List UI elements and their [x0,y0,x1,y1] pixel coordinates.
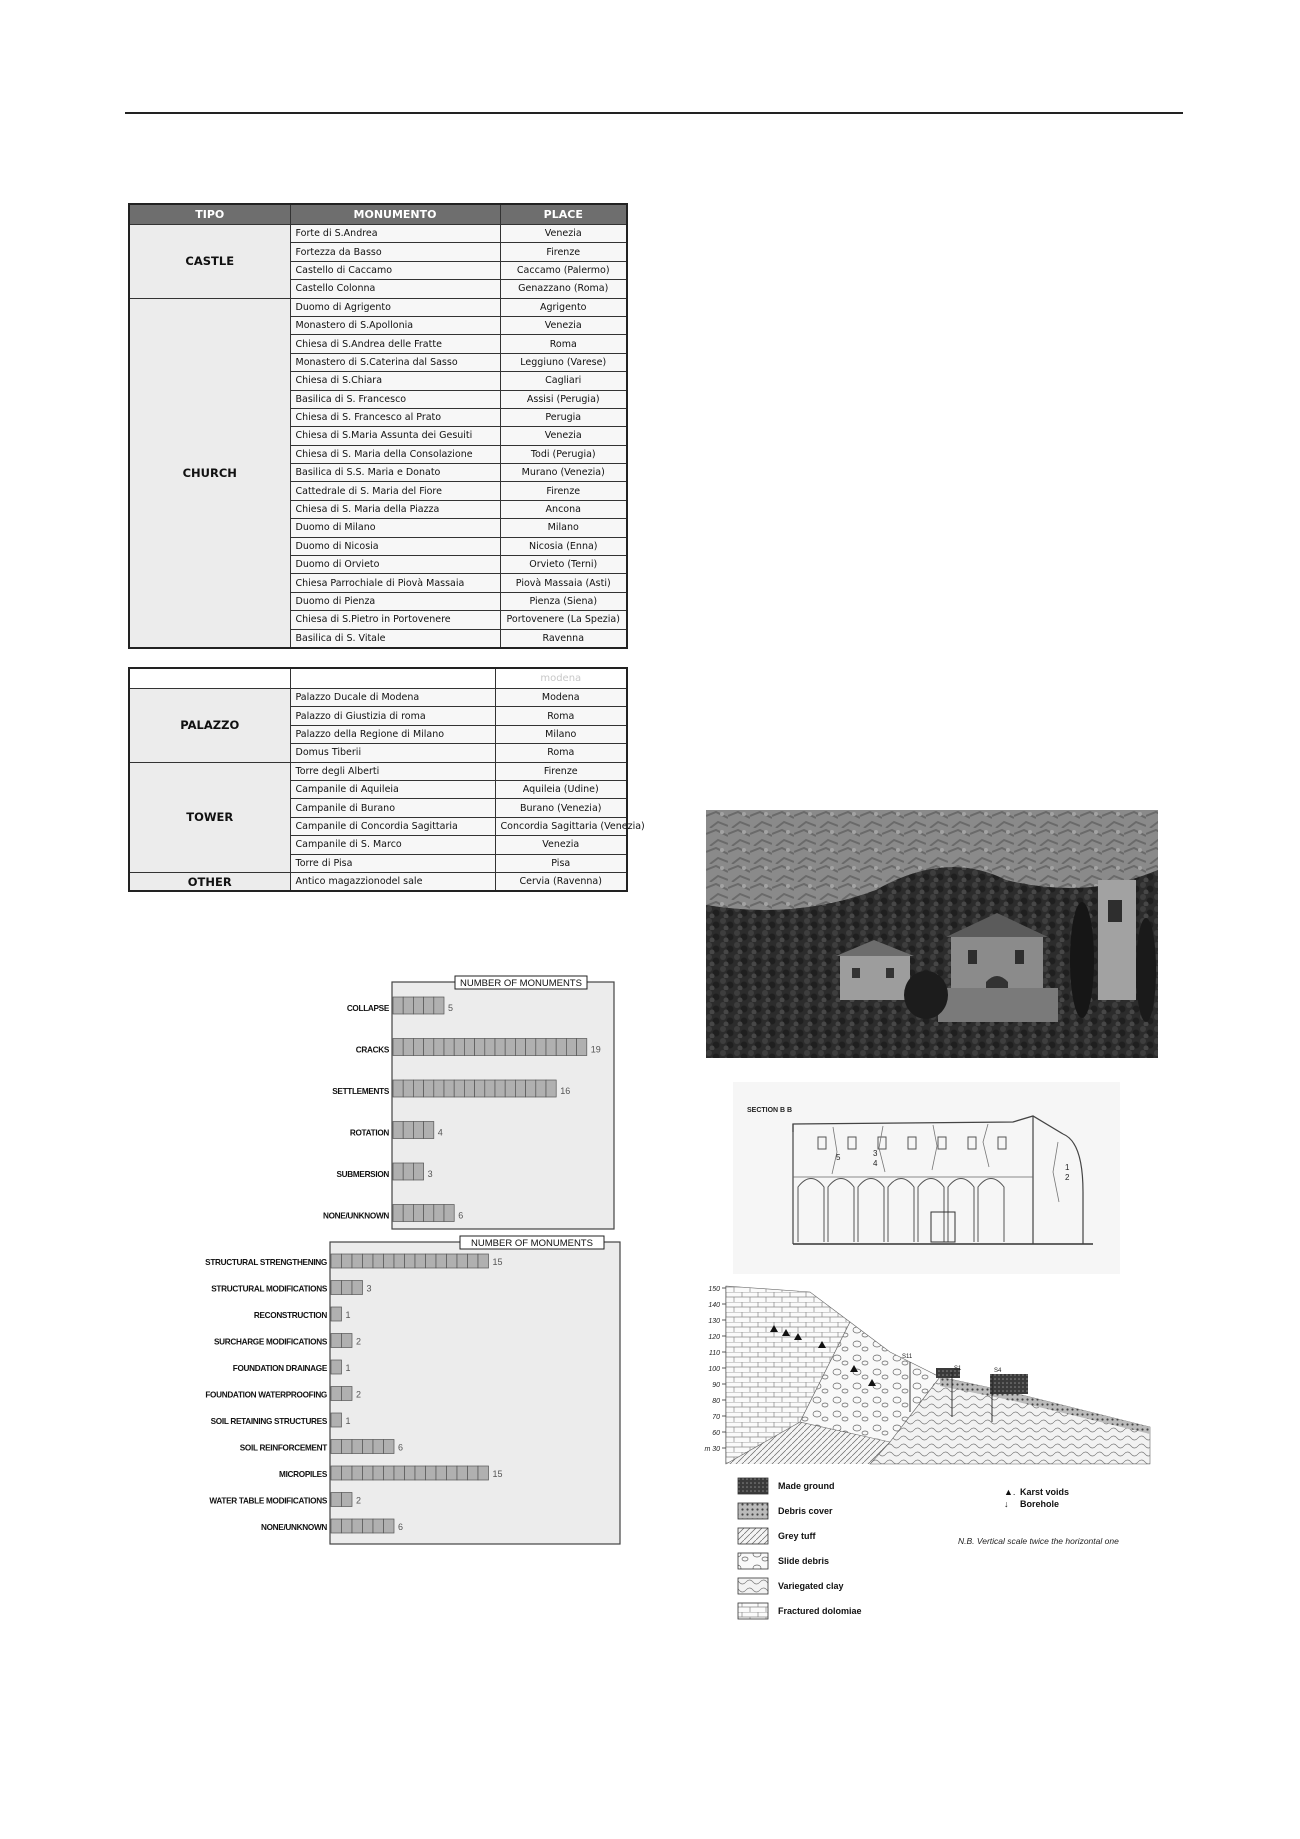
monastery-photo [706,810,1158,1058]
monument-cell: Palazzo Ducale di Modena [290,689,495,707]
ghost-text: modena [540,673,582,684]
place-cell: Firenze [500,482,627,500]
monument-cell: Palazzo di Giustizia di roma [290,707,495,725]
section-title: SECTION B B [747,1107,793,1114]
category-label: WATER TABLE MODIFICATIONS [209,1496,327,1506]
value-label: 4 [437,1127,443,1138]
place-cell: Modena [495,689,627,707]
monument-cell: Chiesa Parrochiale di Piovà Massaia [290,574,500,592]
monument-cell: Torre di Pisa [290,854,495,872]
place-cell: Roma [495,707,627,725]
table-row [129,225,627,243]
header-monumento: MONUMENTO [290,204,500,225]
monument-cell: Antico magazzionodel sale [290,872,495,891]
header-tipo: TIPO [129,204,290,225]
category-label: SURCHARGE MODIFICATIONS [213,1337,327,1347]
elevation-axis [704,1286,726,1453]
place-cell: Assisi (Perugia) [500,390,627,408]
monument-table-2 [128,667,645,892]
category-label: MICROPILES [279,1470,327,1479]
bar [393,1163,424,1180]
category-label: CRACKS [355,1045,389,1055]
monument-cell: Domus Tiberii [290,744,495,762]
place-cell: Venezia [495,836,627,854]
monument-cell: Campanile di Burano [290,799,495,817]
value-label: 16 [560,1086,571,1096]
chart-title: NUMBER OF MONUMENTS [471,1238,593,1249]
legend-label: Fractured dolomiae [778,1606,862,1616]
monument-cell: Monastero di S.Caterina dal Sasso [290,353,500,371]
bar [393,1080,556,1097]
bar-chart-interventions [170,1230,630,1550]
legend-borehole: Borehole [1020,1499,1060,1509]
value-label: 6 [398,1522,404,1532]
monument-cell: Duomo di Nicosia [290,537,500,555]
bar [331,1466,489,1480]
chart-title: NUMBER OF MONUMENTS [460,978,582,989]
place-cell: Ancona [500,500,627,518]
type-cell: TOWER [129,762,290,872]
elevation-label: m 30 [704,1446,720,1453]
place-cell: Cagliari [500,372,627,390]
value-label: 2 [356,1389,362,1400]
place-cell: Piovà Massaia (Asti) [500,574,627,592]
bar [331,1281,363,1295]
monument-cell: Monastero di S.Apollonia [290,316,500,334]
type-cell: CHURCH [129,298,290,648]
bar [393,1205,454,1222]
elevation-label: 100 [708,1366,720,1373]
place-cell: Roma [495,744,627,762]
value-label: 19 [590,1044,601,1055]
monument-cell: Basilica di S. Vitale [290,629,500,648]
category-label: ROTATION [349,1128,389,1138]
monument-cell: Duomo di Milano [290,519,500,537]
bar [331,1493,352,1507]
place-cell: Portovenere (La Spezia) [500,611,627,629]
monument-cell: Duomo di Pienza [290,592,500,610]
scale-note: N.B. Vertical scale twice the horizontal one [958,1536,1119,1546]
value-label: 3 [427,1169,433,1179]
elevation-label: 110 [708,1350,720,1357]
legend-swatch [738,1603,768,1619]
category-label: RECONSTRUCTION [253,1311,327,1320]
section-bb-drawing [733,1082,1120,1274]
value-label: 1 [345,1363,351,1373]
category-label: SOIL RETAINING STRUCTURES [210,1417,327,1426]
monument-cell: Campanile di Concordia Sagittaria [290,817,495,835]
legend-swatch [738,1528,768,1544]
header-place: PLACE [500,204,627,225]
place-cell: Cervia (Ravenna) [495,872,627,891]
monument-cell: Chiesa di S.Andrea delle Fratte [290,335,500,353]
monument-cell: Cattedrale di S. Maria del Fiore [290,482,500,500]
table-row [129,689,627,707]
monument-cell: Palazzo della Regione di Milano [290,725,495,743]
place-cell: Concordia Sagittaria (Venezia) [495,817,627,835]
place-cell: Leggiuno (Varese) [500,353,627,371]
place-cell: Venezia [500,427,627,445]
header-rule [125,112,1183,114]
crack-label-1: 1 [1065,1163,1070,1172]
bar [331,1387,352,1401]
monument-cell: Campanile di S. Marco [290,836,495,854]
legend-swatch [738,1578,768,1594]
legend-label: Slide debris [778,1556,830,1566]
borehole-s1: S1 [954,1366,962,1372]
value-label: 1 [345,1416,351,1426]
legend-karst-voids: Karst voids [1020,1487,1070,1497]
place-cell: Genazzano (Roma) [500,280,627,298]
table-row [129,298,627,316]
place-cell: Burano (Venezia) [495,799,627,817]
monument-cell: Chiesa di S.Chiara [290,372,500,390]
geological-section [690,1282,1160,1616]
type-cell: OTHER [129,872,290,891]
type-cell: CASTLE [129,225,290,299]
bar [331,1413,342,1427]
monument-cell: Torre degli Alberti [290,762,495,780]
place-cell: Orvieto (Terni) [500,556,627,574]
crack-label-4: 4 [873,1159,878,1168]
place-cell: Nicosia (Enna) [500,537,627,555]
value-label: 15 [492,1257,503,1267]
borehole-s4: S4 [994,1368,1002,1374]
blank-header-row [129,668,627,689]
place-cell: Ravenna [500,629,627,648]
elevation-label: 120 [708,1334,720,1341]
category-label: SETTLEMENTS [332,1087,389,1096]
place-cell: Aquileia (Udine) [495,780,627,798]
legend-label: Grey tuff [778,1531,816,1541]
monument-cell: Fortezza da Basso [290,243,500,261]
monument-cell: Castello Colonna [290,280,500,298]
place-cell: Firenze [495,762,627,780]
category-label: STRUCTURAL STRENGTHENING [205,1258,327,1267]
legend-swatch [738,1478,768,1494]
legend-label: Variegated clay [778,1581,844,1591]
monument-cell: Chiesa di S. Maria della Consolazione [290,445,500,463]
bar [331,1519,394,1533]
monument-cell: Campanile di Aquileia [290,780,495,798]
elevation-label: 150 [708,1286,720,1293]
monument-cell: Chiesa di S. Maria della Piazza [290,500,500,518]
place-cell: Perugia [500,408,627,426]
monument-cell: Basilica di S. Francesco [290,390,500,408]
bar-chart-damage [280,970,630,1230]
place-cell: Firenze [500,243,627,261]
borehole-s11: S11 [902,1354,913,1360]
monument-cell: Duomo di Agrigento [290,298,500,316]
crack-label-3: 3 [873,1149,878,1158]
table-row [129,872,627,891]
monument-cell: Chiesa di S.Maria Assunta dei Gesuiti [290,427,500,445]
place-cell: Pienza (Siena) [500,592,627,610]
elevation-label: 90 [712,1382,720,1389]
monument-cell: Basilica di S.S. Maria e Donato [290,464,500,482]
table-row [129,762,627,780]
category-label: FOUNDATION WATERPROOFING [205,1390,327,1400]
bar [393,1039,587,1056]
legend-label: Made ground [778,1481,835,1491]
category-label: STRUCTURAL MODIFICATIONS [211,1284,327,1294]
place-cell: Todi (Perugia) [500,445,627,463]
category-label: NONE/UNKNOWN [323,1211,389,1221]
bar [393,997,444,1014]
value-label: 15 [492,1469,503,1479]
value-label: 1 [345,1310,351,1320]
category-label: NONE/UNKNOWN [261,1523,327,1532]
chart-panel [392,982,614,1229]
value-label: 5 [448,1003,454,1013]
bar [331,1440,394,1454]
value-label: 6 [398,1442,404,1453]
elevation-label: 60 [712,1430,720,1437]
monument-cell: Duomo di Orvieto [290,556,500,574]
elevation-label: 130 [708,1318,720,1325]
place-cell: Venezia [500,316,627,334]
place-cell: Pisa [495,854,627,872]
place-cell: Murano (Venezia) [500,464,627,482]
value-label: 3 [366,1283,372,1294]
monument-cell: Forte di S.Andrea [290,225,500,243]
crack-label-5: 5 [836,1153,841,1162]
category-label: COLLAPSE [346,1004,389,1013]
legend-swatch [738,1503,768,1519]
value-label: 2 [356,1495,362,1506]
legend-karst-symbol: ▲. [1004,1487,1016,1497]
value-label: 2 [356,1336,362,1347]
bar [393,1122,434,1139]
legend-label: Debris cover [778,1506,833,1516]
bar [331,1334,352,1348]
bar [331,1360,342,1374]
monument-cell: Castello di Caccamo [290,261,500,279]
place-cell: Roma [500,335,627,353]
category-label: FOUNDATION DRAINAGE [232,1364,327,1373]
place-cell: Venezia [500,225,627,243]
legend-borehole-symbol: ↓ [1004,1499,1009,1509]
table-header-row [129,204,627,225]
category-label: SOIL REINFORCEMENT [239,1443,327,1453]
elevation-label: 80 [712,1398,720,1405]
elevation-label: 70 [712,1414,720,1421]
place-cell: Milano [500,519,627,537]
place-cell: Caccamo (Palermo) [500,261,627,279]
legend-swatch [738,1553,768,1569]
elevation-label: 140 [708,1302,720,1309]
geology-legend [738,1478,862,1619]
place-cell: Milano [495,725,627,743]
type-cell: PALAZZO [129,689,290,763]
crack-label-2: 2 [1065,1173,1070,1182]
category-label: SUBMERSION [336,1170,389,1179]
monument-cell: Chiesa di S.Pietro in Portovenere [290,611,500,629]
bar [331,1307,342,1321]
monument-table-1 [128,203,628,649]
place-cell: Agrigento [500,298,627,316]
value-label: 6 [458,1210,464,1221]
chart-panel [330,1242,620,1544]
monument-cell: Chiesa di S. Francesco al Prato [290,408,500,426]
bar [331,1254,489,1268]
